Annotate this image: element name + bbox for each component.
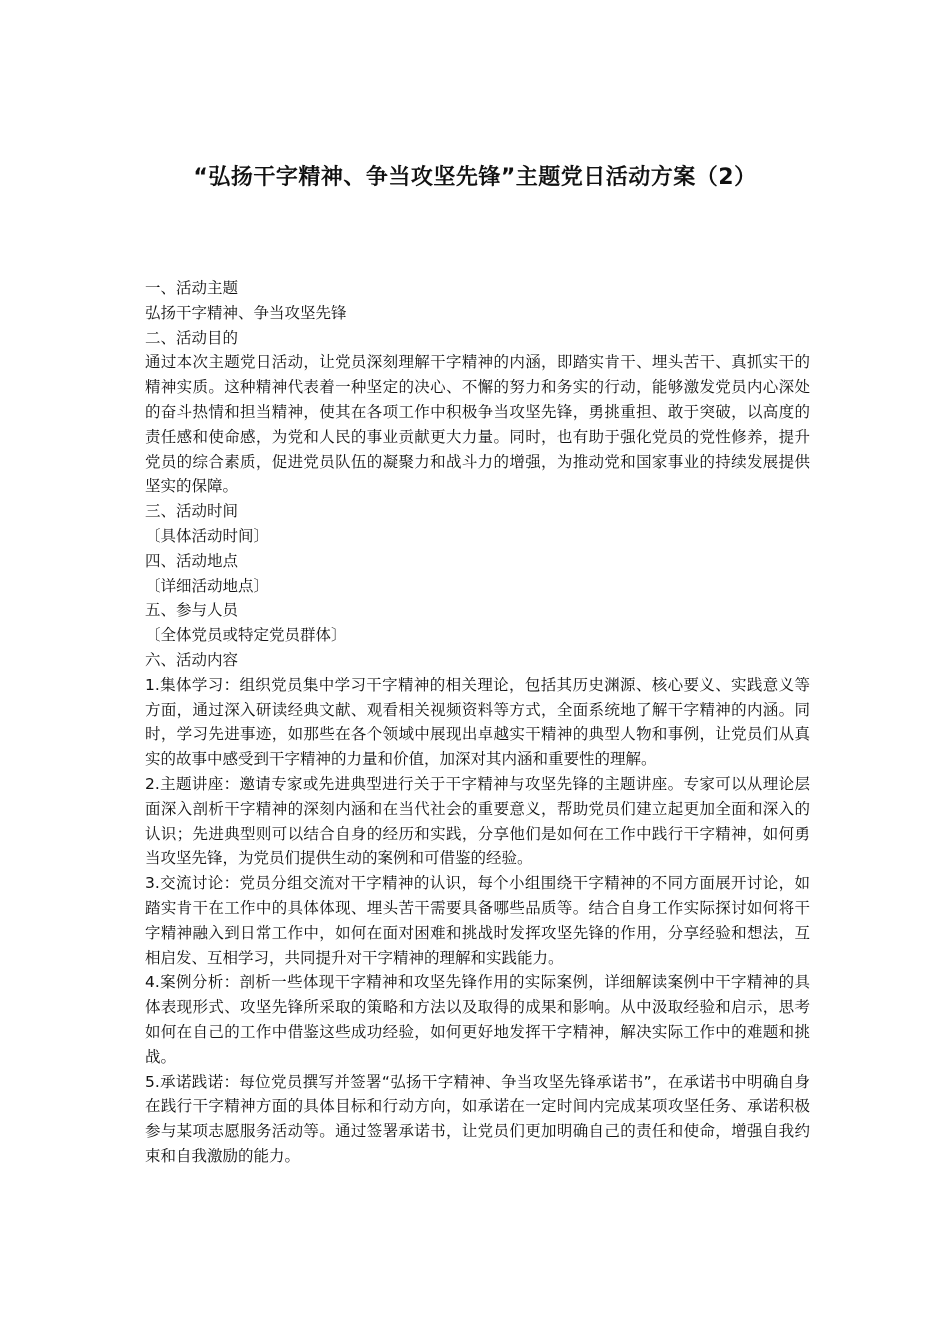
section-heading-content: 六、活动内容 [145,650,239,669]
section-text-time: 〔具体活动时间〕 [145,526,270,545]
content-item-case-analysis: 4.案例分析：剖析一些体现干字精神和攻坚先锋作用的实际案例，详细解读案例中干字精神的具体表现形式、攻坚先锋所采取的策略和方法以及取得的成果和影响。从中汲取经验和启示，思考如何在自己的工作中借鉴这些成功经验，如何更好地发挥干字精神，解决实际工作中的难题和挑战。 [145,973,810,1066]
content-item-discussion: 3.交流讨论：党员分组交流对干字精神的认识，每个小组围绕干字精神的不同方面展开讨论，如踏实肯干在工作中的具体体现、埋头苦干需要具备哪些品质等。结合自身工作实际探讨如何将干字精神融入到日常工作中，如何在面对困难和挑战时发挥攻坚先锋的作用，分享经验和想法，互相启发、互相学习，共同提升对干字精神的理解和实践能力。 [145,874,810,967]
section-text-location: 〔详细活动地点〕 [145,576,270,595]
content-item-lecture: 2.主题讲座：邀请专家或先进典型进行关于干字精神与攻坚先锋的主题讲座。专家可以从理论层面深入剖析干字精神的深刻内涵和在当代社会的重要意义，帮助党员们建立起更加全面和深入的认识；先进典型则可以结合自身的经历和实践，分享他们是如何在工作中践行干字精神，如何勇当攻坚先锋，为党员们提供生动的案例和可借鉴的经验。 [145,774,810,868]
section-heading-time: 三、活动时间 [145,502,239,521]
document-title: “弘扬干字精神、争当攻坚先锋”主题党日活动方案（2） [193,165,757,190]
section-heading-theme: 一、活动主题 [145,279,239,297]
section-text-theme: 弘扬干字精神、争当攻坚先锋 [145,303,347,322]
section-text-participants: 〔全体党员或特定党员群体〕 [145,626,347,645]
content-item-pledge: 5.承诺践诺：每位党员撰写并签署“弘扬干字精神、争当攻坚先锋承诺书”，在承诺书中明确自身在践行干字精神方面的具体目标和行动方向，如承诺在一定时间内完成某项攻坚任务、承诺积极参与某项志愿服务活动等。通过签署承诺书，让党员们更加明确自己的责任和使命，增强自我约束和自我激励的能力。 [145,1072,810,1165]
section-heading-location: 四、活动地点 [145,551,239,570]
document-body [145,276,810,1169]
section-heading-participants: 五、参与人员 [145,601,239,620]
section-text-purpose: 通过本次主题党日活动，让党员深刻理解干字精神的内涵，即踏实肯干、埋头苦干、真抓实干的精神实质。这种精神代表着一种坚定的决心、不懈的努力和务实的行动，能够激发党员内心深处的奋斗热情和担当精神，使其在各项工作中积极争当攻坚先锋，勇挑重担、敢于突破，以高度的责任感和使命感，为党和人民的事业贡献更大力量。同时，也有助于强化党员的党性修养，提升党员的综合素质，促进党员队伍的凝聚力和战斗力的增强，为推动党和国家事业的持续发展提供坚实的保障。 [145,353,810,496]
content-item-study: 1.集体学习：组织党员集中学习干字精神的相关理论，包括其历史渊源、核心要义、实践意义等方面，通过深入研读经典文献、观看相关视频资料等方式，全面系统地了解干字精神的内涵。同时，学习先进事迹，如那些在各个领域中展现出卓越实干精神的典型人物和事例，让党员们从真实的故事中感受到干字精神的力量和价值，加深对其内涵和重要性的理解。 [145,675,810,769]
section-heading-purpose: 二、活动目的 [145,328,239,347]
